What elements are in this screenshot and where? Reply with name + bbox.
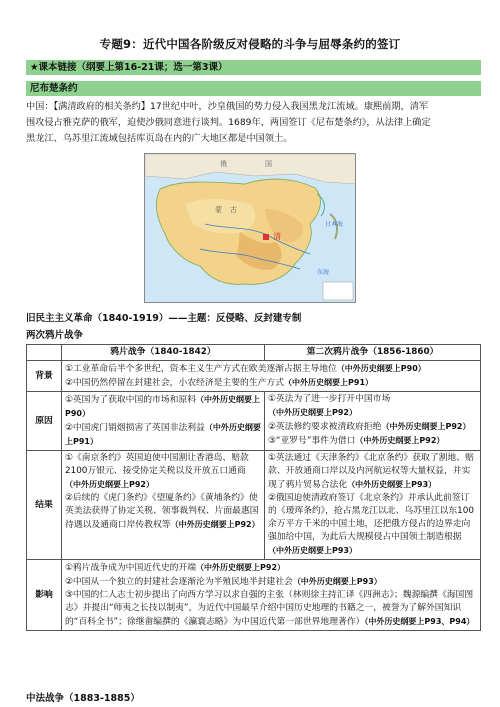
causes-first-war-cell (62, 392, 265, 451)
list-item: ②俄国迫使清政府签订《北京条约》并承认此前签订的《瑷珲条约》，抢占黑龙江以北、乌苏里江以东100余万平方千米的中国土地，还把俄方侵占的边界走向强加给中国，为此后大规模侵占中国领土制造根据（中外历史纲要上P93） (268, 493, 474, 555)
row-head-results: 结果 (27, 451, 62, 560)
section-heading-nerchinsk: 尼布楚条约 (26, 81, 481, 96)
col-header-second-opium-war: 第二次鸦片战争（1856-1860） (265, 345, 481, 361)
table-header-row (27, 345, 481, 361)
subheading-opium-wars: 两次鸦片战争 (26, 330, 84, 341)
row-head-background: 背景 (27, 361, 62, 392)
list-item: ③中国的仁人志士初步提出了向西方学习以求自强的主张（林则徐主持汇译《四洲志》；魏源编撰《海国图志》并提出“师夷之长技以制夷”，为近代中国最早介绍中国历史地理的书籍之一，被誉为了解外国知识的“百科全书”；徐继畬编撰的《瀛寰志略》为中国近代第一部世界地理著作）（中外历史纲要上P93、P94） (65, 590, 475, 627)
paragraph-line: 中国：【满清政府的相关条约】17世纪中叶，沙皇俄国的势力侵入我国黑龙江流域。康熙前期，清军 (26, 101, 429, 112)
map-label-russia-2: 国 (265, 160, 272, 168)
list-item: ①工业革命后半个多世纪，资本主义生产方式在欧美逐渐占据主导地位（中外历史纲要上P90） (65, 364, 426, 374)
results-first-war-cell (62, 451, 265, 560)
list-item: ②中国仍然停留在封建社会，小农经济是主要的生产方式（中外历史纲要上P91） (65, 378, 374, 388)
results-second-war-cell (265, 451, 481, 560)
table-row-background (27, 361, 481, 392)
opium-wars-table (26, 344, 481, 631)
map-label-qing: 清 (273, 232, 281, 241)
row-head-causes: 原因 (27, 392, 62, 451)
causes-second-war-cell (265, 392, 481, 451)
impact-cell (62, 560, 481, 631)
list-item: ①鸦片战争成为中国近代史的开端（中外历史纲要上P92） (65, 563, 286, 573)
list-item: ②后续的《虎门条约》《望厦条约》《黄埔条约》使英美法获得了协定关税、领事裁判权、片面最惠国待遇以及通商口岸传教权等（中外历史纲要上P92） (65, 493, 260, 530)
map-label-sea-of-japan: 日本海 (325, 221, 344, 228)
map-graphic (145, 154, 356, 303)
table-row-results (27, 451, 481, 560)
course-link-bar: ★课本链接（纲要上第16-21课；选一第3课） (26, 60, 481, 75)
list-item: ②中国虎门销烟损害了英国非法利益（中外历史纲要上P91） (65, 423, 261, 446)
section-heading-old-democratic-revolution: 旧民主主义革命（1840-1919）——主题：反侵略、反封建专制 (26, 313, 302, 324)
list-item: ③“亚罗号”事件为借口（中外历史纲要上P92） (268, 436, 445, 446)
list-item: ①英国为了获取中国的市场和原料（中外历史纲要上P90） (65, 395, 261, 418)
nerchinsk-paragraph (26, 99, 481, 147)
row-head-impact: 影响 (27, 560, 62, 631)
col-header-first-opium-war: 鸦片战争（1840-1842） (62, 345, 265, 361)
map-label-mongolia-1: 蒙 (215, 206, 222, 214)
table-row-impact (27, 560, 481, 631)
paragraph-line: 黑龙江、乌苏里江流域包括库页岛在内的广大地区都是中国领土。 (26, 133, 293, 144)
paragraph-line: 围攻侵占雅克萨的俄军，迫使沙俄同意进行谈判。1689年，两国签订《尼布楚条约》，从法律上确定 (26, 117, 431, 128)
background-cell (62, 361, 481, 392)
map-label-east-sea: 东海 (317, 269, 330, 276)
list-item: ②中国从一个独立的封建社会逐渐沦为半殖民地半封建社会（中外历史纲要上P93） (65, 577, 382, 587)
map-label-mongolia-2: 古 (230, 206, 237, 214)
list-item: ①英法为了进一步打开中国市场（中外历史纲要上P92） (268, 394, 391, 417)
section-heading-sino-french-war: 中法战争（1883-1885） (26, 693, 140, 704)
map-label-russia-1: 俄 (220, 160, 227, 168)
list-item: ②英法修约要求被清政府拒绝（中外历史纲要上P92） (268, 422, 471, 432)
qing-territory-map (144, 153, 356, 303)
table-corner-cell (27, 345, 62, 361)
page-title: 专题9：近代中国各阶级反对侵略的斗争与屈辱条约的签订 (99, 37, 401, 51)
table-row-causes (27, 392, 481, 451)
list-item: ①英法通过《天津条约》《北京条约》获取了割地、赔款、开放通商口岸以及内河航运权等大量权益，并实现了鸦片贸易合法化（中外历史纲要上P93） (268, 453, 474, 490)
list-item: ①《南京条约》英国迫使中国割让香港岛、赔款2100万银元、接受协定关税以及开放五口通商（中外历史纲要上P92） (65, 453, 249, 489)
